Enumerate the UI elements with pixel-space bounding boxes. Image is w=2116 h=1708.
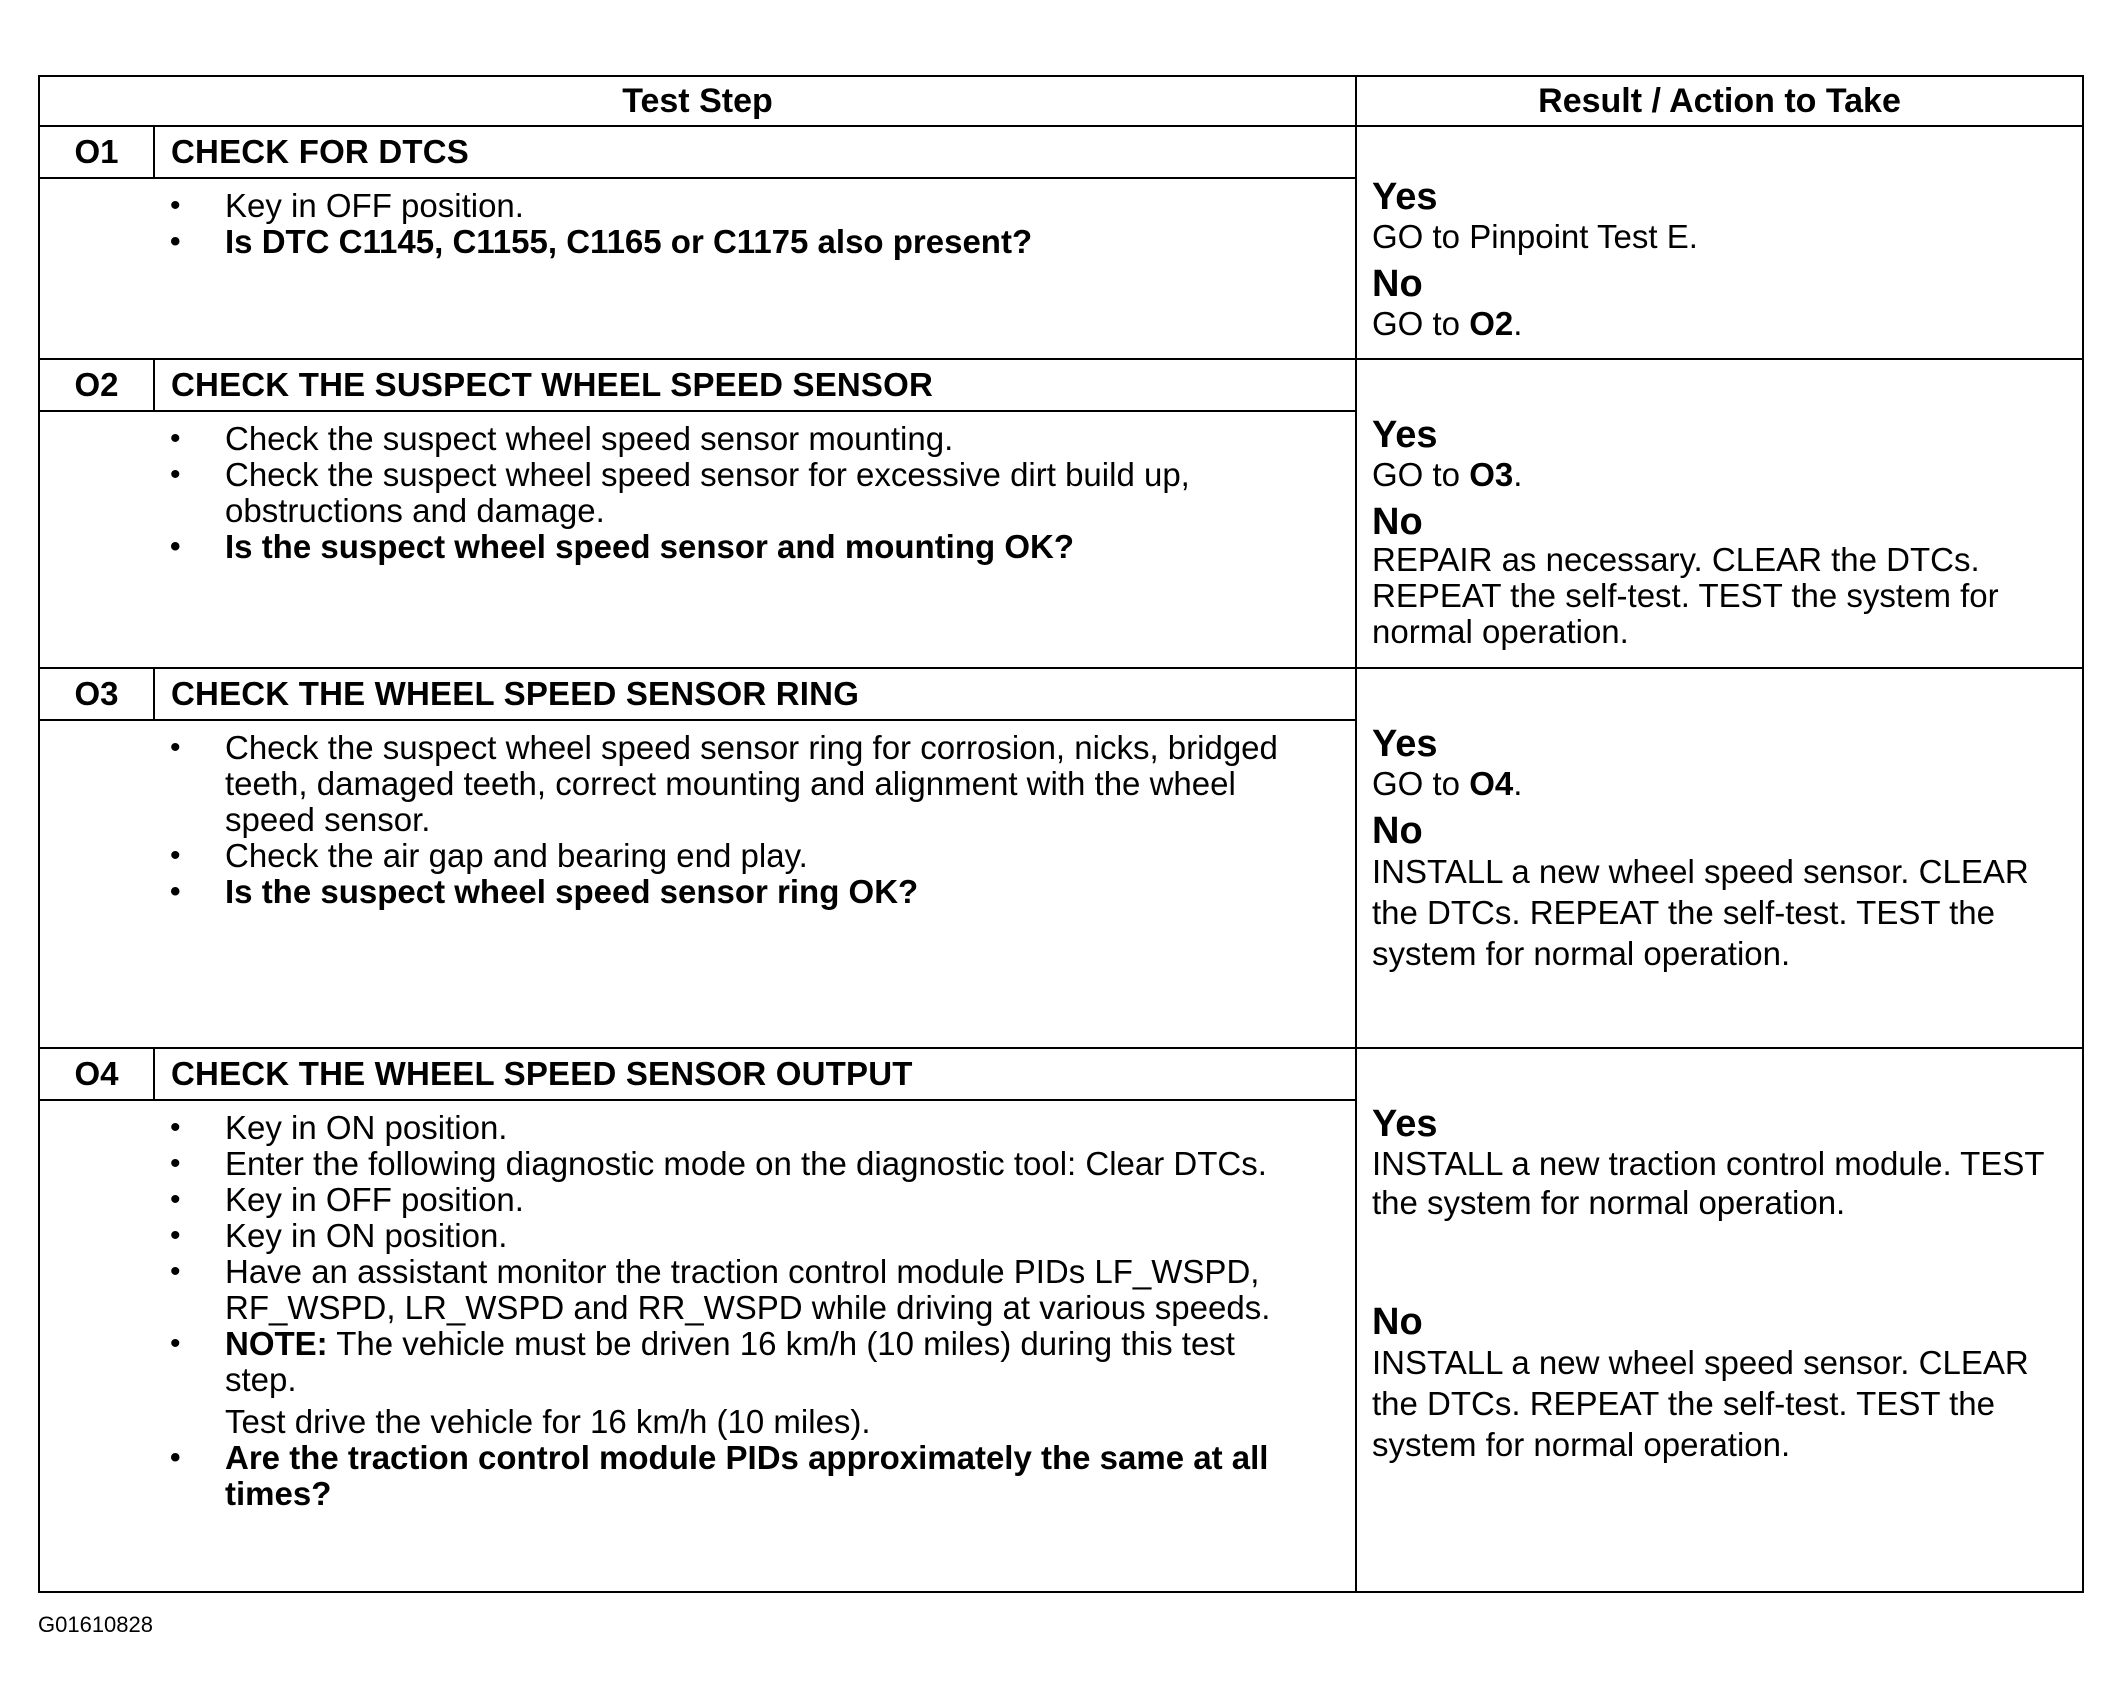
list-item: • Key in OFF position. <box>40 1182 1355 1218</box>
step-results-no <box>1372 1302 2068 1473</box>
no-action <box>1372 304 2068 343</box>
step-o3 <box>40 669 2082 1049</box>
list-item: • Enter the following diagnostic mode on the diagnostic tool: Clear DTCs. <box>40 1146 1355 1182</box>
yes-label: Yes <box>1372 176 1438 218</box>
step-title: CHECK THE WHEEL SPEED SENSOR OUTPUT <box>171 1055 913 1092</box>
list-item-note <box>40 1326 1355 1398</box>
list-item: Test drive the vehicle for 16 km/h (10 miles). <box>225 1403 871 1440</box>
no-label: No <box>1372 501 1423 543</box>
step-results <box>1372 415 2068 658</box>
step-title-row <box>40 1049 1355 1101</box>
yes-action-ref: O3 <box>1469 456 1514 493</box>
list-item: • Is DTC C1145, C1155, C1165 or C1175 also present? <box>40 224 1355 260</box>
yes-action-suffix: . <box>1513 456 1523 493</box>
list-item: • Check the suspect wheel speed sensor ring for corrosion, nicks, bridged teeth, damaged teeth, correct mounting and alignment with the wheel speed sensor. <box>40 730 1355 838</box>
list-item: • Have an assistant monitor the traction control module PIDs LF_WSPD, RF_WSPD, LR_WSPD and RR_WSPD while driving at various speeds. <box>40 1254 1355 1326</box>
list-item: • Is the suspect wheel speed sensor and mounting OK? <box>40 529 1355 565</box>
yes-action-ref: O4 <box>1469 765 1514 802</box>
step-results-yes <box>1372 1104 2068 1230</box>
yes-action-suffix: . <box>1513 765 1523 802</box>
list-item: • Are the traction control module PIDs approximately the same at all times? <box>40 1440 1355 1512</box>
list-item: • Key in ON position. <box>40 1218 1355 1254</box>
step-results <box>1372 177 2068 351</box>
yes-label: Yes <box>1372 1103 1438 1145</box>
yes-action: GO to Pinpoint Test E. <box>1372 218 1698 255</box>
no-action: INSTALL a new wheel speed sensor. CLEAR the DTCs. REPEAT the self-test. TEST the system for normal operation. <box>1372 853 2029 972</box>
step-o2 <box>40 360 2082 669</box>
note-label: NOTE: <box>225 1325 328 1362</box>
yes-action <box>1372 455 2068 494</box>
list-item: • Check the air gap and bearing end play. <box>40 838 1355 874</box>
list-item: • Check the suspect wheel speed sensor mounting. <box>40 421 1355 457</box>
list-item: • Key in OFF position. <box>40 188 1355 224</box>
no-action-suffix: . <box>1513 305 1523 342</box>
step-o4 <box>40 1049 2082 1590</box>
list-item: • Is the suspect wheel speed sensor ring OK? <box>40 874 1355 910</box>
header-result-action: Result / Action to Take <box>1538 81 1901 120</box>
step-items <box>40 188 1355 260</box>
list-item: • Key in ON position. <box>40 1110 1355 1146</box>
step-title: CHECK FOR DTCS <box>171 133 469 170</box>
no-action-prefix: GO to <box>1372 305 1470 342</box>
step-title-row <box>40 360 1355 412</box>
step-title: CHECK THE SUSPECT WHEEL SPEED SENSOR <box>171 366 934 403</box>
step-id: O4 <box>40 1049 155 1099</box>
list-item: • Check the suspect wheel speed sensor for excessive dirt build up, obstructions and damage. <box>40 457 1355 529</box>
step-items <box>40 421 1355 565</box>
header-test-step: Test Step <box>622 81 773 120</box>
no-label: No <box>1372 1301 1423 1343</box>
step-o1 <box>40 127 2082 360</box>
yes-action-prefix: GO to <box>1372 765 1470 802</box>
table-header <box>40 77 2082 127</box>
step-id: O3 <box>40 669 155 719</box>
step-id: O2 <box>40 360 155 410</box>
step-items <box>40 730 1355 910</box>
yes-label: Yes <box>1372 414 1438 456</box>
step-id: O1 <box>40 127 155 177</box>
no-label: No <box>1372 810 1423 852</box>
yes-action <box>1372 764 2068 803</box>
no-action: INSTALL a new wheel speed sensor. CLEAR the DTCs. REPEAT the self-test. TEST the system for normal operation. <box>1372 1344 2029 1463</box>
yes-action-prefix: GO to <box>1372 456 1470 493</box>
diagnostic-table <box>38 75 2084 1593</box>
step-title-row <box>40 669 1355 721</box>
yes-action: INSTALL a new traction control module. TEST the system for normal operation. <box>1372 1145 2044 1221</box>
no-label: No <box>1372 263 1423 305</box>
note-text: The vehicle must be driven 16 km/h (10 miles) during this test step. <box>225 1325 1235 1398</box>
no-action: REPAIR as necessary. CLEAR the DTCs. REPEAT the self-test. TEST the system for normal operation. <box>1372 541 1999 650</box>
figure-id: G01610828 <box>38 1612 153 1637</box>
no-action-ref: O2 <box>1469 305 1514 342</box>
step-title: CHECK THE WHEEL SPEED SENSOR RING <box>171 675 860 712</box>
step-items <box>40 1110 1355 1512</box>
step-title-row <box>40 127 1355 179</box>
yes-label: Yes <box>1372 723 1438 765</box>
step-results <box>1372 724 2068 982</box>
